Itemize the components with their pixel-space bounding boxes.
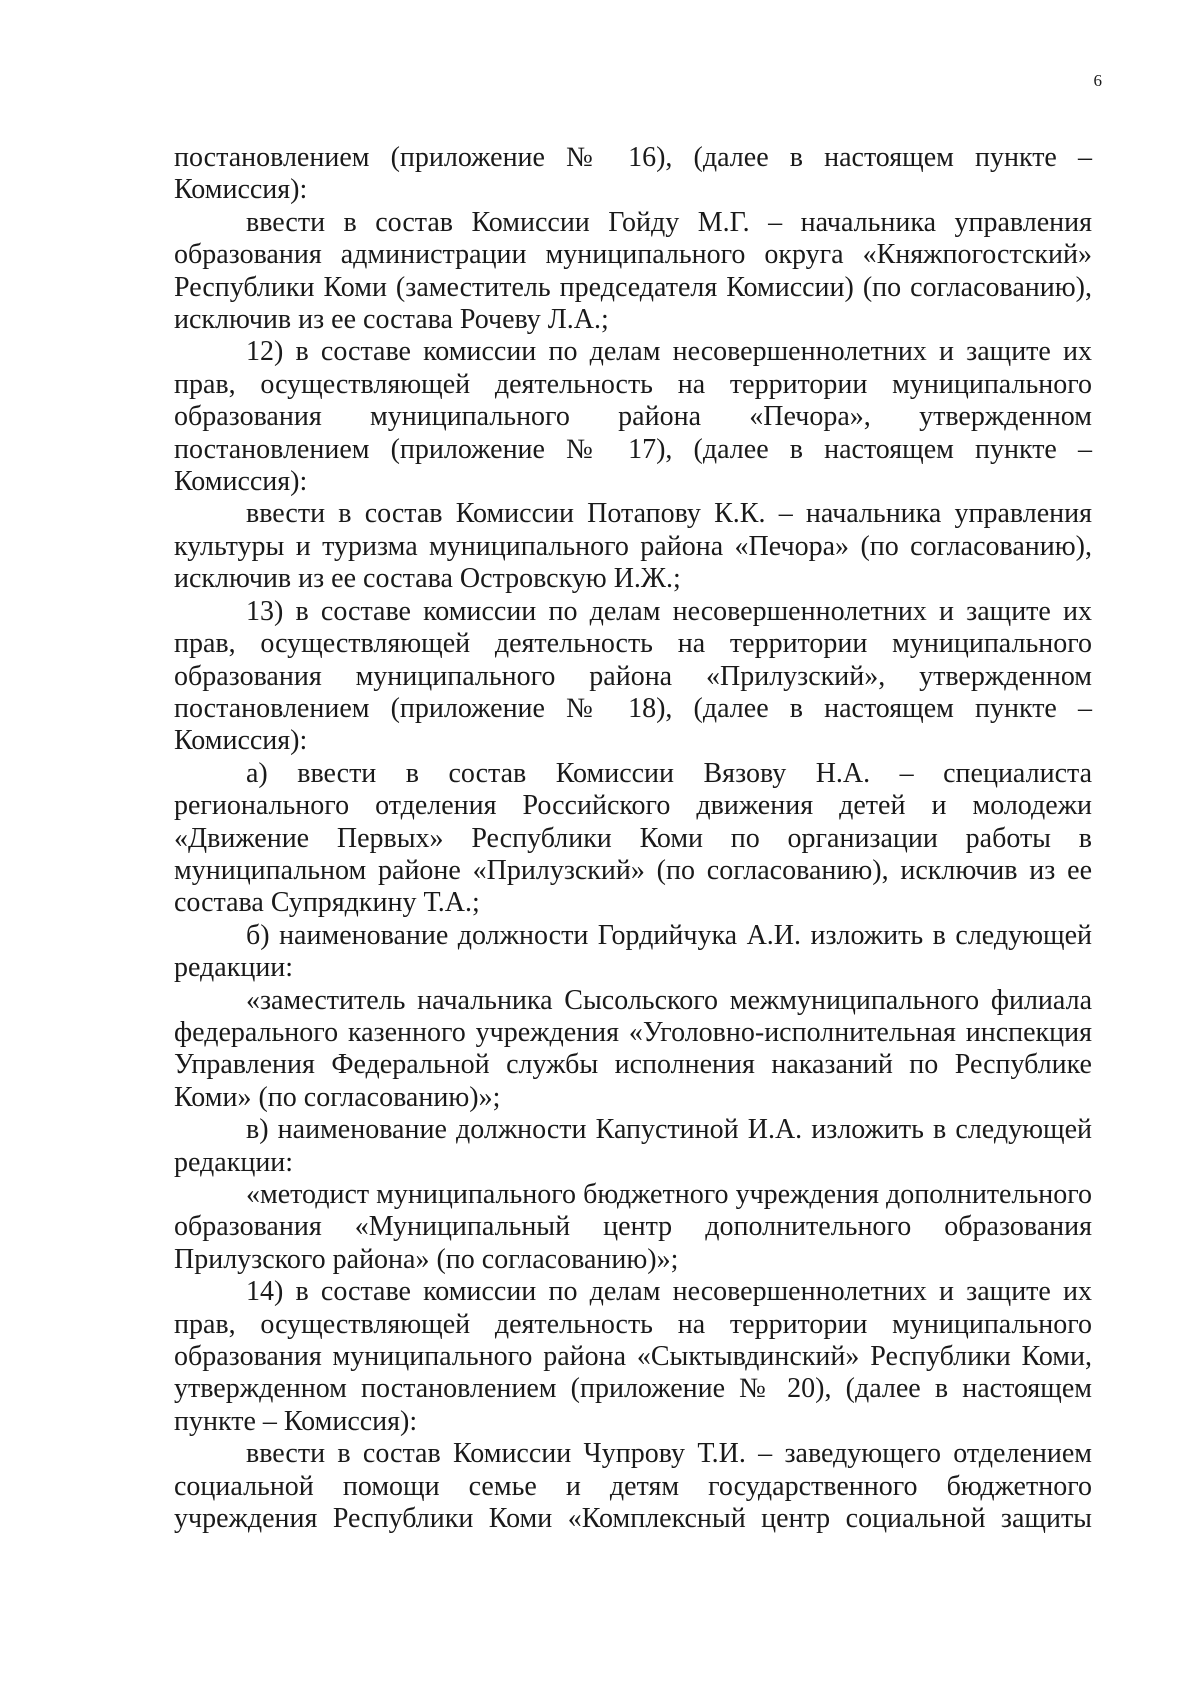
paragraph: 14) в составе комиссии по делам несовершеннолетних и защите их прав, осуществляющей деятельность на территории муниципального образования муниципального района «Сыктывдинский» Республики Коми, утвержденном постановлением (приложение № 20), (далее в настоящем пункте – Комиссия):	[174, 1276, 1092, 1437]
paragraph: 13) в составе комиссии по делам несовершеннолетних и защите их прав, осуществляющей деятельность на территории муниципального образования муниципального района «Прилузский», утвержденном постановлением (приложение № 18), (далее в настоящем пункте – Комиссия):	[174, 595, 1092, 757]
paragraph: ввести в состав Комиссии Чупрову Т.И. – заведующего отделением социальной помощи семье и детям государственного бюджетного учреждения Республики Коми «Комплексный центр социальной защиты	[174, 1438, 1092, 1535]
page-number: 6	[1093, 71, 1102, 90]
paragraph: б) наименование должности Гордийчука А.И. изложить в следующей редакции:	[174, 919, 1092, 984]
paragraph: в) наименование должности Капустиной И.А. изложить в следующей редакции:	[174, 1114, 1092, 1178]
paragraph: «методист муниципального бюджетного учреждения дополнительного образования «Муниципальный центр дополнительного образования Прилузского района» (по согласованию)»;	[174, 1179, 1092, 1275]
paragraph: «заместитель начальника Сысольского межмуниципального филиала федерального казенного учреждения «Уголовно-исполнительная инспекция Управления Федеральной службы исполнения наказаний по Республике Коми» (по согласованию)»;	[174, 984, 1092, 1113]
paragraph: 12) в составе комиссии по делам несовершеннолетних и защите их прав, осуществляющей деятельность на территории муниципального образования муниципального района «Печора», утвержденном постановлением (приложение № 17), (далее в настоящем пункте – Комиссия):	[174, 336, 1092, 498]
paragraph: постановлением (приложение № 16), (далее в настоящем пункте – Комиссия):	[174, 142, 1092, 206]
paragraph: ввести в состав Комиссии Потапову К.К. – начальника управления культуры и туризма муниципального района «Печора» (по согласованию), исключив из ее состава Островскую И.Ж.;	[174, 498, 1092, 595]
document-body	[174, 142, 1092, 1535]
paragraph: ввести в состав Комиссии Гойду М.Г. – начальника управления образования администрации муниципального округа «Княжпогостский» Республики Коми (заместитель председателя Комиссии) (по согласованию), исключив из ее состава Рочеву Л.А.;	[174, 206, 1092, 336]
paragraph: а) ввести в состав Комиссии Вязову Н.А. – специалиста регионального отделения Российского движения детей и молодежи «Движение Первых» Республики Коми по организации работы в муниципальном районе «Прилузский» (по согласованию), исключив из ее состава Супрядкину Т.А.;	[174, 757, 1092, 919]
